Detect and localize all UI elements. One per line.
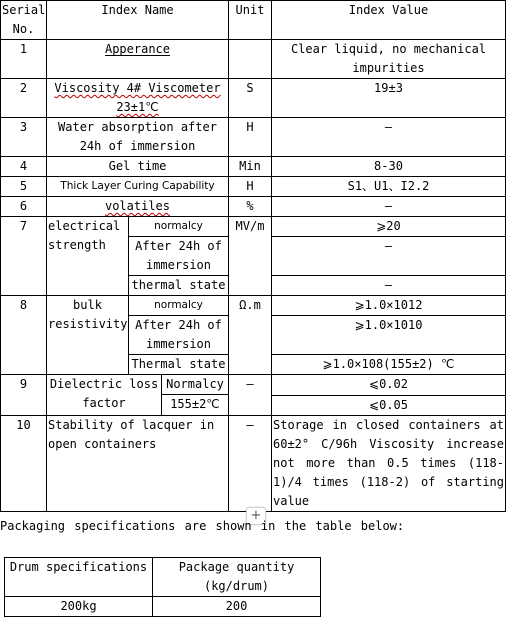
dielectric-loss-label: Dielectric loss factor [49, 377, 159, 410]
index-value-cell: – [272, 237, 506, 276]
table-row [5, 597, 321, 617]
condition-temperature: 155±2℃ [170, 397, 220, 411]
table-row [1, 177, 506, 197]
unit-cell: H [229, 118, 272, 157]
unit-cell: S [229, 79, 272, 118]
index-name-cell: Water absorption after 24h of immersion [47, 118, 229, 157]
index-name-cell: Thick Layer Curing Capability [47, 177, 229, 197]
header-unit: Unit [229, 1, 272, 40]
header-serial: Serial No. [1, 1, 47, 40]
index-value-cell: 8-30 [272, 157, 506, 177]
unit-cell: Min [229, 157, 272, 177]
unit-cell: – [229, 375, 272, 416]
index-name-cell: Gel time [47, 157, 229, 177]
table-row [1, 416, 506, 512]
add-row-button[interactable]: + [246, 507, 266, 525]
condition-cell: thermal state [129, 276, 229, 296]
index-value-cell: 19±3 [272, 79, 506, 118]
serial-cell: 2 [1, 79, 47, 118]
table-row [1, 118, 506, 157]
viscosity-text: Viscosity 4# Viscometer 23±1℃ [54, 81, 221, 114]
condition-cell: After 24h of immersion [129, 237, 229, 276]
index-value-cell: ⩾20 [272, 217, 506, 237]
index-value-cell: ⩾1.0×1012 [272, 296, 506, 316]
index-value-cell: – [272, 197, 506, 217]
header-index-value: Index Value [272, 1, 506, 40]
table-row [1, 79, 506, 118]
table-header-row [1, 1, 506, 40]
drum-spec-cell: 200kg [5, 597, 153, 617]
header-index-name: Index Name [47, 1, 229, 40]
index-name-cell [47, 79, 229, 118]
packaging-paragraph: Packaging specifications are shown in the table below: [0, 519, 405, 533]
volatiles-text: volatiles [104, 199, 171, 213]
index-name-cell: bulk resistivity [47, 296, 129, 375]
header-drum-spec: Drum specifications [5, 558, 153, 597]
index-name-cell [47, 197, 229, 217]
serial-cell: 7 [1, 217, 47, 296]
serial-cell: 1 [1, 40, 47, 79]
index-name-cell: Stability of lacquer in open containers [47, 416, 229, 512]
serial-cell: 6 [1, 197, 47, 217]
serial-cell: 3 [1, 118, 47, 157]
serial-cell: 5 [1, 177, 47, 197]
index-name-cell [47, 375, 229, 416]
table-row [1, 375, 506, 396]
table-row [1, 296, 506, 316]
index-value-cell: ⩽0.02 [272, 375, 506, 396]
packaging-table [4, 557, 321, 617]
table-row [1, 157, 506, 177]
serial-cell: 10 [1, 416, 47, 512]
index-value-cell: S1、U1、I2.2 [272, 177, 506, 197]
index-name-cell [47, 40, 229, 79]
table-row [1, 197, 506, 217]
index-value-cell: ⩽0.05 [272, 395, 506, 416]
condition-cell: After 24h of immersion [129, 316, 229, 355]
unit-cell: H [229, 177, 272, 197]
condition-cell: Thermal state [129, 355, 229, 375]
unit-cell: – [229, 416, 272, 512]
unit-cell: Ω.m [229, 296, 272, 375]
index-value-cell: – [272, 276, 506, 296]
serial-cell: 4 [1, 157, 47, 177]
condition-cell: normalcy [129, 217, 229, 237]
index-value-cell: Clear liquid, no mechanical impurities [272, 40, 506, 79]
unit-cell: MV/m [229, 217, 272, 296]
index-value-cell: Storage in closed containers at 60±2° C/96h Viscosity increase not more than 0.5 times (118-1)/4 times (118-2) of starting value [272, 416, 506, 512]
table-header-row [5, 558, 321, 597]
package-quantity-cell: 200 [153, 597, 321, 617]
serial-cell: 8 [1, 296, 47, 375]
serial-cell: 9 [1, 375, 47, 416]
table-row [1, 217, 506, 237]
appearance-text: Apperance [104, 42, 171, 56]
condition-cell: normalcy [129, 296, 229, 316]
index-value-cell: ⩾1.0×108(155±2) ℃ [272, 355, 506, 375]
index-value-cell: ⩾1.0×1010 [272, 316, 506, 355]
condition-normalcy: Normalcy [162, 375, 228, 395]
unit-cell: % [229, 197, 272, 217]
index-value-cell: – [272, 118, 506, 157]
header-package-quantity: Package quantity (kg/drum) [153, 558, 321, 597]
table-row [1, 40, 506, 79]
index-name-cell: electrical strength [47, 217, 129, 296]
unit-cell [229, 40, 272, 79]
